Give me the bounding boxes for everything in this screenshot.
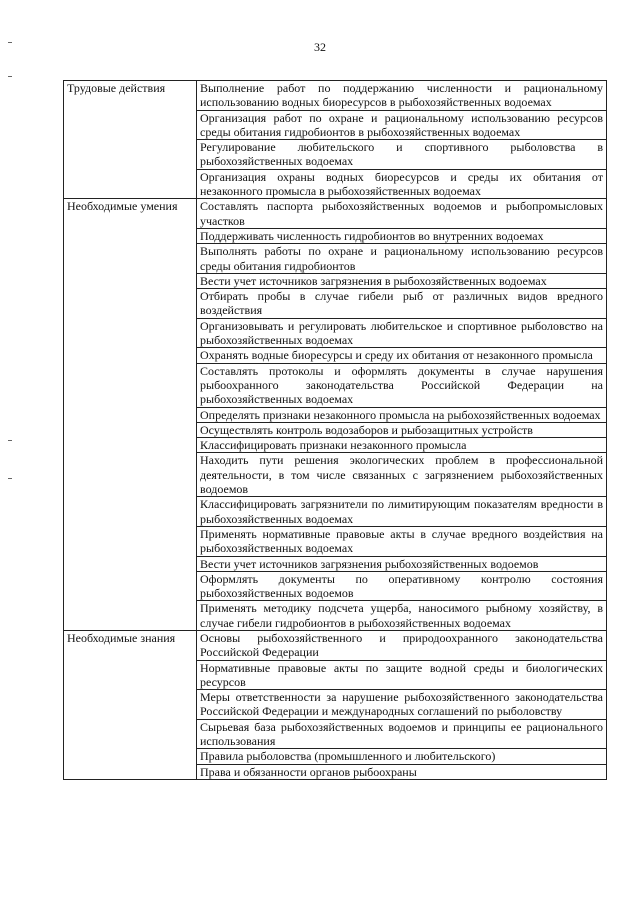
section-item: Вести учет источников загрязнения в рыбохозяйственных водоемах (197, 273, 607, 288)
section-item: Выполнять работы по охране и рациональному использованию ресурсов среды обитания гидробионтов (197, 244, 607, 274)
table-row (64, 199, 607, 229)
margin-mark (8, 76, 12, 77)
section-item: Организация работ по охране и рациональному использованию ресурсов среды обитания гидробионтов в рыбохозяйственных водоемах (197, 110, 607, 140)
section-item: Отбирать пробы в случае гибели рыб от различных видов вредного воздействия (197, 289, 607, 319)
section-title: Необходимые знания (64, 630, 197, 779)
section-item: Находить пути решения экологических проблем в профессиональной деятельности, в том числе связанных с загрязнением рыбохозяйственных водоемов (197, 453, 607, 497)
section-item: Права и обязанности органов рыбоохраны (197, 764, 607, 779)
section-item: Нормативные правовые акты по защите водной среды и биологических ресурсов (197, 660, 607, 690)
section-item: Классифицировать признаки незаконного промысла (197, 438, 607, 453)
section-item: Поддерживать численность гидробионтов во внутренних водоемах (197, 228, 607, 243)
section-item: Основы рыбохозяйственного и природоохранного законодательства Российской Федерации (197, 630, 607, 660)
section-item: Определять признаки незаконного промысла на рыбохозяйственных водоемах (197, 407, 607, 422)
section-item: Меры ответственности за нарушение рыбохозяйственного законодательства Российской Федерации и международных соглашений по рыболовству (197, 690, 607, 720)
section-item: Правила рыболовства (промышленного и любительского) (197, 749, 607, 764)
margin-mark (8, 42, 12, 43)
section-item: Выполнение работ по поддержанию численности и рациональному использованию водных биоресурсов в рыбохозяйственных водоемах (197, 81, 607, 111)
section-item: Классифицировать загрязнители по лимитирующим показателям вредности в рыбохозяйственных водоемах (197, 497, 607, 527)
section-title: Необходимые умения (64, 199, 197, 631)
section-item: Охранять водные биоресурсы и среду их обитания от незаконного промысла (197, 348, 607, 363)
section-item: Сырьевая база рыбохозяйственных водоемов и принципы ее рационального использования (197, 719, 607, 749)
page-number: 32 (314, 40, 326, 54)
section-item: Осуществлять контроль водозаборов и рыбозащитных устройств (197, 422, 607, 437)
section-item: Вести учет источников загрязнения рыбохозяйственных водоемов (197, 556, 607, 571)
section-title: Трудовые действия (64, 81, 197, 199)
section-item: Применять нормативные правовые акты в случае вредного воздействия на рыбохозяйственных водоемах (197, 526, 607, 556)
section-item: Оформлять документы по оперативному контролю состояния рыбохозяйственных водоемов (197, 571, 607, 601)
section-item: Применять методику подсчета ущерба, наносимого рыбному хозяйству, в случае гибели гидробионтов в рыбохозяйственных водоемах (197, 601, 607, 631)
section-item: Составлять протоколы и оформлять документы в случае нарушения рыбоохранного законодательства Российской Федерации на рыбохозяйственных водоемах (197, 363, 607, 407)
section-item: Регулирование любительского и спортивного рыболовства в рыбохозяйственных водоемах (197, 140, 607, 170)
section-item: Организация охраны водных биоресурсов и среды их обитания от незаконного промысла в рыбохозяйственных водоемах (197, 169, 607, 199)
section-item: Составлять паспорта рыбохозяйственных водоемов и рыбопромысловых участков (197, 199, 607, 229)
competency-table (63, 80, 607, 780)
margin-mark (8, 478, 12, 479)
table-row (64, 630, 607, 660)
section-item: Организовывать и регулировать любительское и спортивное рыболовство на рыбохозяйственных водоемах (197, 318, 607, 348)
margin-mark (8, 440, 12, 441)
table-row (64, 81, 607, 111)
